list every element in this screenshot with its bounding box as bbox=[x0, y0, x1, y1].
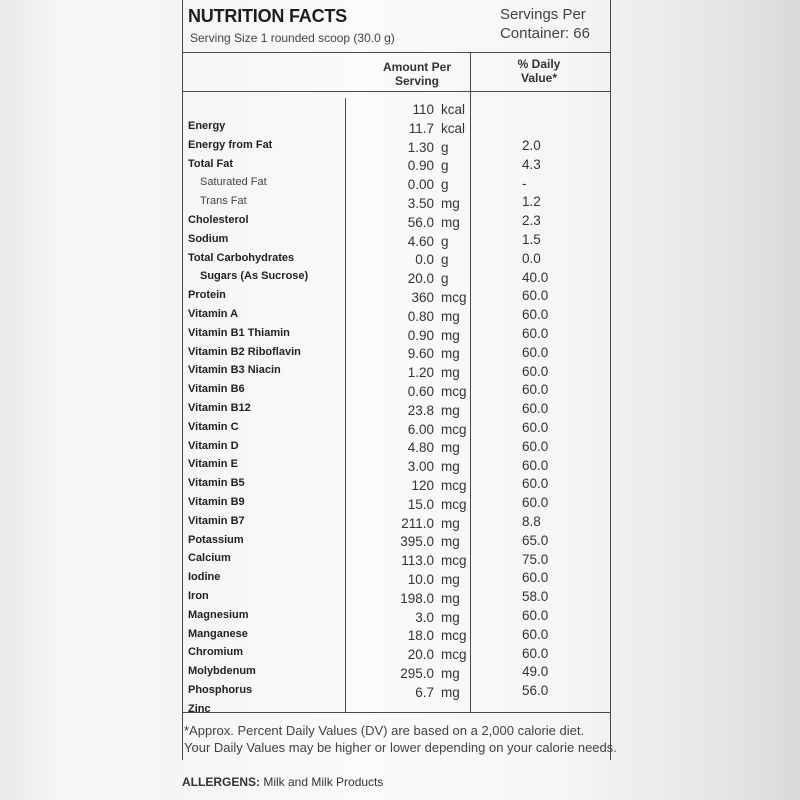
daily-value: - bbox=[522, 175, 527, 191]
nutrient-amount bbox=[378, 383, 478, 402]
nutrient-name: Protein bbox=[188, 289, 226, 302]
daily-value: 60.0 bbox=[522, 307, 549, 323]
amount-value: 20.0 bbox=[407, 271, 434, 287]
amount-unit: mg bbox=[441, 308, 460, 324]
label-title: NUTRITION FACTS bbox=[188, 6, 347, 26]
daily-value: 60.0 bbox=[522, 476, 549, 492]
daily-value: 2.3 bbox=[522, 213, 541, 229]
nutrient-name: Zinc bbox=[188, 702, 211, 715]
daily-value: 40.0 bbox=[522, 269, 549, 285]
nutrient-name: Vitamin B3 Niacin bbox=[188, 364, 281, 377]
nutrient-name: Molybdenum bbox=[188, 665, 256, 678]
daily-value: 4.3 bbox=[522, 156, 541, 172]
amount-column-header bbox=[352, 60, 482, 88]
daily-value: 1.5 bbox=[522, 231, 541, 247]
nutrient-name: Phosphorus bbox=[188, 683, 253, 696]
daily-value: 60.0 bbox=[522, 344, 549, 360]
nutrient-amount bbox=[378, 327, 478, 346]
daily-value: 58.0 bbox=[522, 589, 549, 605]
amount-unit: mcg bbox=[441, 477, 467, 493]
amount-unit: mcg bbox=[441, 496, 467, 512]
amount-unit: g bbox=[441, 233, 449, 249]
nutrient-name: Cholesterol bbox=[188, 213, 249, 226]
amount-header-line1: Amount Per bbox=[382, 60, 451, 74]
amount-value: 1.30 bbox=[407, 139, 434, 155]
amount-value: 0.00 bbox=[407, 177, 434, 193]
daily-value: 60.0 bbox=[522, 288, 549, 304]
amount-unit: mcg bbox=[441, 553, 467, 569]
nutrient-name: Iodine bbox=[188, 571, 221, 584]
daily-value: 60.0 bbox=[522, 495, 549, 511]
serving-size: Serving Size 1 rounded scoop (30.0 g) bbox=[190, 31, 395, 45]
nutrient-amount bbox=[378, 458, 478, 477]
amount-unit: mg bbox=[441, 571, 460, 587]
header-divider bbox=[182, 52, 610, 53]
amount-unit: mg bbox=[441, 515, 460, 531]
amount-unit: mcg bbox=[441, 647, 467, 663]
amount-value: 3.0 bbox=[415, 609, 434, 625]
nutrient-amount bbox=[378, 251, 478, 270]
amount-unit: g bbox=[441, 139, 449, 155]
amount-value: 11.7 bbox=[408, 120, 434, 136]
nutrient-name: Vitamin B2 Riboflavin bbox=[188, 345, 301, 358]
nutrient-amount bbox=[378, 345, 478, 364]
amount-value: 1.20 bbox=[407, 365, 434, 381]
amount-unit: kcal bbox=[441, 120, 466, 136]
nutrient-amount bbox=[378, 646, 478, 665]
amount-value: 110 bbox=[412, 102, 434, 117]
nutrient-name: Vitamin E bbox=[188, 458, 238, 471]
daily-value: 60.0 bbox=[522, 626, 549, 642]
amount-value: 18.0 bbox=[407, 628, 434, 644]
table-bottom-divider bbox=[182, 712, 610, 713]
footnote-line2: Your Daily Values may be higher or lower depending on your calorie needs. bbox=[184, 740, 617, 755]
amount-value: 0.90 bbox=[407, 327, 434, 343]
daily-value: 60.0 bbox=[522, 438, 549, 454]
amount-unit: mcg bbox=[441, 421, 467, 437]
amount-value: 4.60 bbox=[407, 233, 434, 249]
daily-value: 65.0 bbox=[522, 532, 549, 548]
amount-unit: mg bbox=[441, 684, 460, 700]
daily-value: 60.0 bbox=[522, 419, 549, 435]
nutrient-amount bbox=[378, 684, 478, 703]
nutrient-name: Vitamin D bbox=[188, 439, 239, 452]
daily-value: 60.0 bbox=[522, 645, 549, 661]
footnote-line1: *Approx. Percent Daily Values (DV) are based on a 2,000 calorie diet. bbox=[184, 723, 585, 738]
daily-value: 60.0 bbox=[522, 382, 549, 398]
amount-unit: mg bbox=[441, 346, 460, 362]
daily-value: 1.2 bbox=[522, 194, 541, 210]
amount-unit: mg bbox=[441, 195, 460, 211]
nutrient-amount bbox=[378, 421, 478, 440]
nutrient-amount bbox=[378, 515, 478, 534]
servings-per-line2: Container: 66 bbox=[499, 25, 590, 42]
amount-unit: mg bbox=[441, 402, 460, 418]
amount-value: 4.80 bbox=[407, 440, 434, 456]
nutrient-amount bbox=[378, 571, 478, 590]
nutrient-name: Total Fat bbox=[188, 157, 234, 170]
nutrient-amount bbox=[378, 533, 478, 552]
amount-value: 9.60 bbox=[407, 346, 434, 362]
nutrient-name: Vitamin A bbox=[188, 307, 239, 320]
amount-value: 295.0 bbox=[400, 665, 434, 681]
amount-value: 20.0 bbox=[407, 647, 434, 663]
nutrition-facts-label bbox=[182, 0, 617, 800]
amount-value: 3.00 bbox=[407, 459, 434, 475]
nutrient-name: Iron bbox=[188, 589, 209, 602]
nutrient-name: Total Carbohydrates bbox=[188, 251, 295, 264]
nutrient-amount bbox=[378, 139, 478, 158]
servings-per-line1: Servings Per bbox=[499, 6, 586, 23]
amount-unit: mcg bbox=[441, 628, 467, 644]
amount-value: 360 bbox=[411, 289, 434, 305]
amount-unit: g bbox=[441, 252, 449, 268]
dv-header-line1: % Daily bbox=[517, 57, 561, 71]
servings-per-container bbox=[500, 5, 590, 43]
nutrient-amount bbox=[378, 609, 478, 628]
amount-unit: g bbox=[441, 271, 449, 287]
nutrient-name: Trans Fat bbox=[200, 195, 247, 208]
allergens-label: ALLERGENS: bbox=[182, 775, 260, 789]
daily-value: 60.0 bbox=[522, 401, 549, 417]
nutrient-amount bbox=[378, 308, 478, 327]
nutrient-name: Vitamin B12 bbox=[188, 401, 251, 414]
allergens bbox=[182, 775, 383, 789]
amount-value: 0.60 bbox=[407, 383, 434, 399]
amount-unit: g bbox=[441, 158, 449, 174]
nutrient-name: Vitamin B1 Thiamin bbox=[188, 326, 290, 339]
amount-value: 10.0 bbox=[407, 571, 434, 587]
nutrient-amount bbox=[378, 157, 478, 176]
amount-header-line2: Serving bbox=[394, 74, 439, 88]
daily-value: 60.0 bbox=[522, 363, 549, 379]
amount-value: 120 bbox=[411, 477, 434, 493]
daily-value: 2.0 bbox=[522, 138, 541, 153]
nutrient-name: Energy from Fat bbox=[188, 138, 273, 151]
dv-header-line2: Value* bbox=[520, 71, 558, 85]
amount-value: 198.0 bbox=[400, 590, 434, 606]
nutrient-amount bbox=[378, 233, 478, 252]
daily-value: 60.0 bbox=[522, 607, 549, 623]
amount-value: 0.90 bbox=[407, 158, 434, 174]
nutrient-amount bbox=[378, 590, 478, 609]
allergens-value: Milk and Milk Products bbox=[263, 775, 384, 789]
amount-unit: mg bbox=[441, 459, 460, 475]
amount-unit: mg bbox=[441, 665, 460, 681]
amount-value: 6.00 bbox=[407, 421, 434, 437]
nutrient-daily-values bbox=[522, 137, 582, 701]
amount-value: 15.0 bbox=[407, 496, 434, 512]
nutrient-amount bbox=[378, 477, 478, 496]
amount-value: 6.7 bbox=[415, 684, 434, 700]
amount-value: 395.0 bbox=[400, 534, 434, 550]
nutrient-name: Manganese bbox=[188, 627, 248, 640]
amount-value: 3.50 bbox=[407, 195, 434, 211]
nutrient-name: Saturated Fat bbox=[200, 176, 267, 189]
amount-value: 56.0 bbox=[407, 214, 434, 230]
nutrient-amount bbox=[378, 214, 478, 233]
daily-value: 49.0 bbox=[522, 664, 549, 680]
nutrient-name: Magnesium bbox=[188, 608, 249, 621]
amount-unit: mg bbox=[441, 365, 460, 381]
daily-value: 75.0 bbox=[522, 551, 549, 567]
nutrient-amount bbox=[378, 120, 478, 139]
daily-value: 56.0 bbox=[522, 683, 549, 699]
amount-value: 113.0 bbox=[401, 553, 434, 569]
amount-value: 0.80 bbox=[407, 308, 434, 324]
footnote bbox=[184, 722, 617, 756]
amount-unit: mcg bbox=[441, 383, 467, 399]
amount-unit: mg bbox=[441, 214, 460, 230]
daily-value: 0.0 bbox=[522, 250, 541, 266]
nutrient-name: Vitamin B6 bbox=[188, 383, 245, 396]
nutrient-amount bbox=[378, 496, 478, 515]
nutrient-amount bbox=[378, 289, 478, 308]
nutrient-name: Vitamin C bbox=[188, 420, 239, 433]
column-header-divider bbox=[182, 91, 610, 92]
nutrient-amount bbox=[378, 402, 478, 421]
amount-unit: kcal bbox=[441, 102, 466, 117]
amount-unit: mg bbox=[441, 440, 460, 456]
amount-unit: mg bbox=[441, 590, 460, 606]
nutrient-amount bbox=[378, 176, 478, 195]
nutrient-amounts bbox=[378, 101, 478, 703]
nutrient-name: Vitamin B7 bbox=[188, 514, 245, 527]
nutrient-name: Calcium bbox=[188, 552, 231, 565]
nutrient-name: Chromium bbox=[188, 646, 243, 659]
nutrient-names bbox=[188, 117, 346, 719]
nutrient-name: Energy bbox=[188, 120, 226, 132]
amount-value: 211.0 bbox=[401, 515, 434, 531]
amount-value: 0.0 bbox=[415, 252, 434, 268]
nutrient-amount bbox=[378, 364, 478, 383]
dv-column-header bbox=[474, 57, 604, 85]
amount-unit: mg bbox=[441, 327, 460, 343]
nutrient-amount bbox=[378, 439, 478, 458]
amount-unit: g bbox=[441, 177, 449, 193]
nutrient-amount bbox=[378, 665, 478, 684]
nutrient-name: Sodium bbox=[188, 232, 229, 245]
amount-unit: mcg bbox=[441, 289, 467, 305]
daily-value: 60.0 bbox=[522, 325, 549, 341]
daily-value: 60.0 bbox=[522, 570, 549, 586]
nutrient-name: Sugars (As Sucrose) bbox=[200, 270, 309, 283]
daily-value: 60.0 bbox=[522, 457, 549, 473]
nutrient-amount bbox=[378, 195, 478, 214]
nutrient-name: Potassium bbox=[188, 533, 244, 546]
nutrient-amount bbox=[378, 101, 478, 120]
nutrient-amount bbox=[378, 552, 478, 571]
amount-unit: mg bbox=[441, 534, 460, 550]
amount-value: 23.8 bbox=[407, 402, 434, 418]
daily-value: 8.8 bbox=[522, 513, 541, 529]
nutrient-name: Vitamin B5 bbox=[188, 477, 245, 490]
nutrient-amount bbox=[378, 627, 478, 646]
nutrient-name: Vitamin B9 bbox=[188, 495, 245, 508]
nutrient-amount bbox=[378, 270, 478, 289]
amount-unit: mg bbox=[441, 609, 460, 625]
